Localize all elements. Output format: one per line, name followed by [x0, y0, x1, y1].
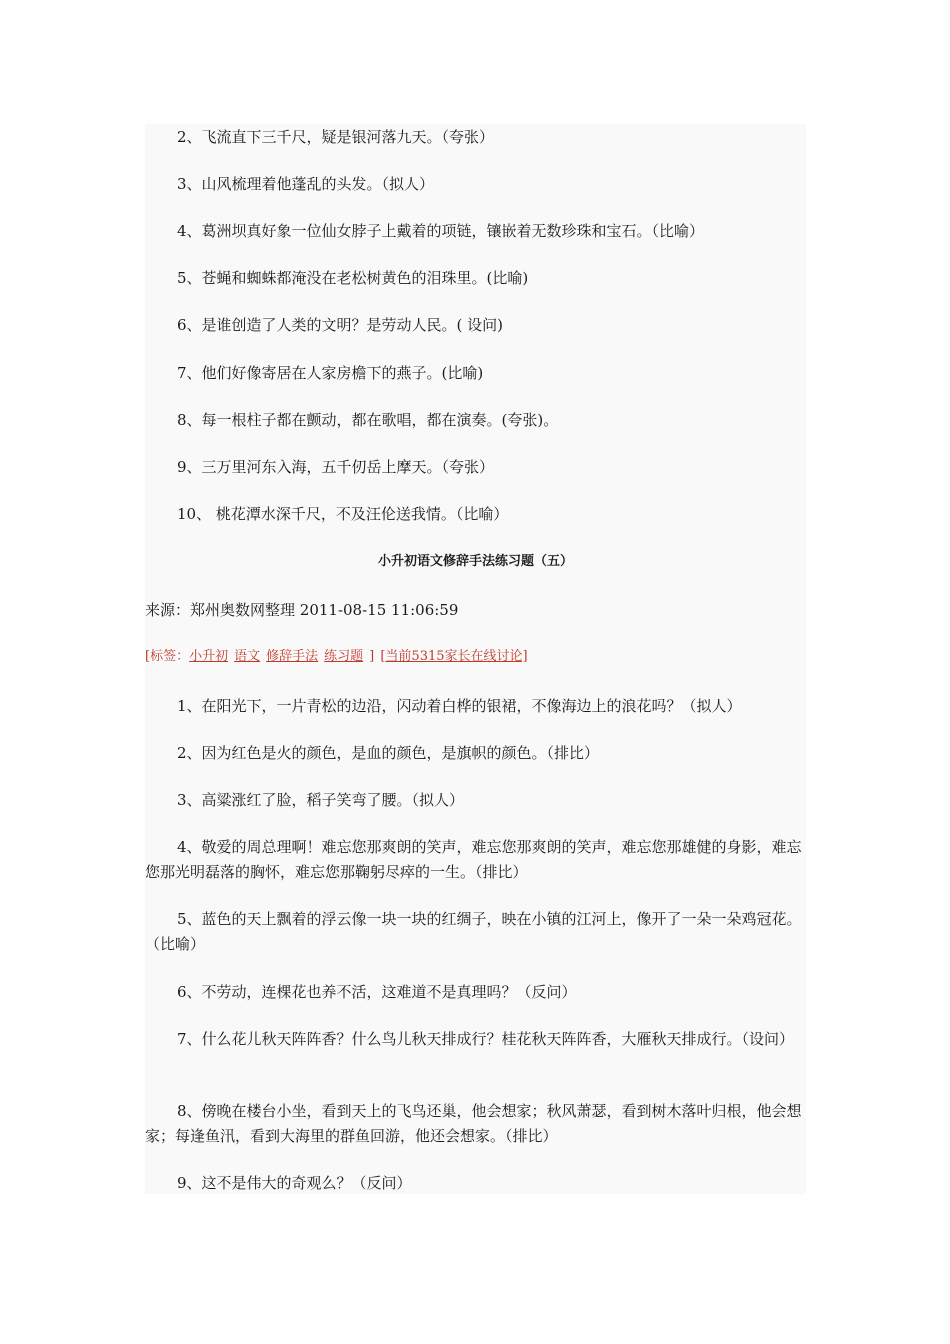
list-item: 3、山风梳理着他蓬乱的头发。（拟人） — [177, 175, 435, 193]
list-item: 8、傍晚在楼台小坐，看到天上的飞鸟还巢，他会想家；秋风萧瑟，看到树木落叶归根，他会想家；每逢鱼汛，看到大海里的群鱼回游，他还会想家。（排比） — [145, 1102, 802, 1145]
tags-suffix: ] — [369, 649, 375, 664]
article-source: 来源：郑州奥数网整理 2011-08-15 11:06:59 — [145, 601, 459, 619]
tag-link-xiuci[interactable]: 修辞手法 — [266, 649, 319, 664]
list-item: 4、葛洲坝真好象一位仙女脖子上戴着的项链，镶嵌着无数珍珠和宝石。（比喻） — [177, 222, 705, 240]
list-item: 7、他们好像寄居在人家房檐下的燕子。(比喻) — [177, 364, 484, 382]
list-item: 4、敬爱的周总理啊！难忘您那爽朗的笑声，难忘您那爽朗的笑声，难忘您那雄健的身影，难忘您那光明磊落的胸怀，难忘您那鞠躬尽瘁的一生。（排比） — [145, 838, 802, 881]
list-item: 5、苍蝇和蜘蛛都淹没在老松树黄色的泪珠里。(比喻) — [177, 269, 529, 287]
tag-link-lianxiti[interactable]: 练习题 — [324, 649, 364, 664]
tag-link-xiaoshengchu[interactable]: 小升初 — [189, 649, 229, 664]
discuss-link[interactable]: [当前5315家长在线讨论] — [380, 649, 528, 664]
list-item: 8、每一根柱子都在颤动，都在歌唱，都在演奏。(夸张)。 — [177, 411, 559, 429]
list-item: 6、不劳动，连棵花也养不活，这难道不是真理吗？（反问） — [177, 983, 577, 1001]
list-item: 2、因为红色是火的颜色，是血的颜色，是旗帜的颜色。（排比） — [177, 744, 600, 762]
tag-link-yuwen[interactable]: 语文 — [234, 649, 261, 664]
list-item: 7、什么花儿秋天阵阵香？什么鸟儿秋天排成行？桂花秋天阵阵香，大雁秋天排成行。（设问） — [177, 1030, 795, 1048]
list-item: 3、高粱涨红了脸，稻子笑弯了腰。（拟人） — [177, 791, 465, 809]
list-item: 6、是谁创造了人类的文明？是劳动人民。( 设问) — [177, 316, 504, 334]
list-item: 9、这不是伟大的奇观么？（反问） — [177, 1174, 412, 1192]
tag-bar — [145, 648, 534, 666]
list-item: 2、飞流直下三千尺，疑是银河落九天。（夸张） — [177, 128, 495, 146]
list-item: 9、三万里河东入海，五千仞岳上摩天。（夸张） — [177, 458, 495, 476]
list-item: 1、在阳光下，一片青松的边沿，闪动着白桦的银裙，不像海边上的浪花吗？（拟人） — [177, 697, 742, 715]
list-item: 5、蓝色的天上飘着的浮云像一块一块的红绸子，映在小镇的江河上，像开了一朵一朵鸡冠花。（比喻） — [145, 910, 802, 953]
list-item: 10、 桃花潭水深千尺，不及汪伦送我情。（比喻） — [177, 505, 509, 523]
article-title: 小升初语文修辞手法练习题（五） — [377, 554, 573, 569]
tags-prefix: [标签： — [145, 649, 190, 664]
